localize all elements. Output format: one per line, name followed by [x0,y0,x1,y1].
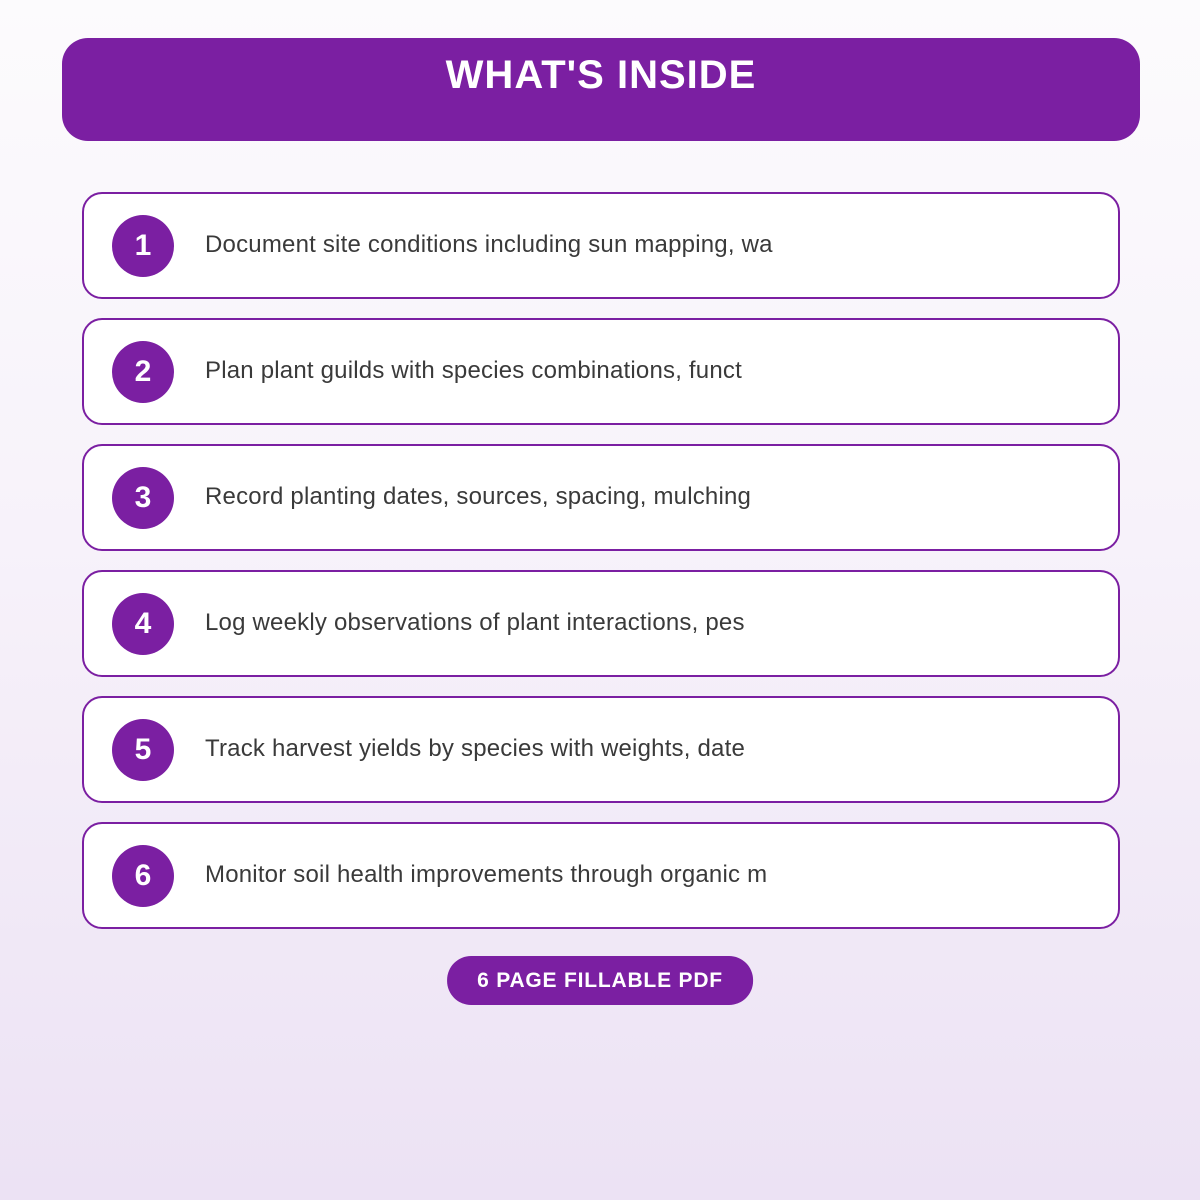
item-text: Monitor soil health improvements through organic m [205,860,768,888]
list-item [82,696,1120,803]
list-item [82,570,1120,677]
item-text: Log weekly observations of plant interactions, pes [205,608,745,636]
list-item [82,444,1120,551]
item-number-badge: 5 [112,719,174,781]
list-item [82,822,1120,929]
page-count-badge: 6 PAGE FILLABLE PDF [447,956,753,1005]
list-item [82,192,1120,299]
item-text: Document site conditions including sun mapping, wa [205,230,773,258]
items-list [82,192,1120,948]
page-title: WHAT'S INSIDE [445,53,757,97]
list-item [82,318,1120,425]
header-banner [62,38,1140,141]
item-number-badge: 2 [112,341,174,403]
item-number-badge: 6 [112,845,174,907]
item-text: Plan plant guilds with species combinations, funct [205,356,742,384]
item-text: Track harvest yields by species with weights, date [205,734,746,762]
item-number-badge: 3 [112,467,174,529]
item-number-badge: 4 [112,593,174,655]
item-text: Record planting dates, sources, spacing, mulching [205,482,752,510]
item-number-badge: 1 [112,215,174,277]
